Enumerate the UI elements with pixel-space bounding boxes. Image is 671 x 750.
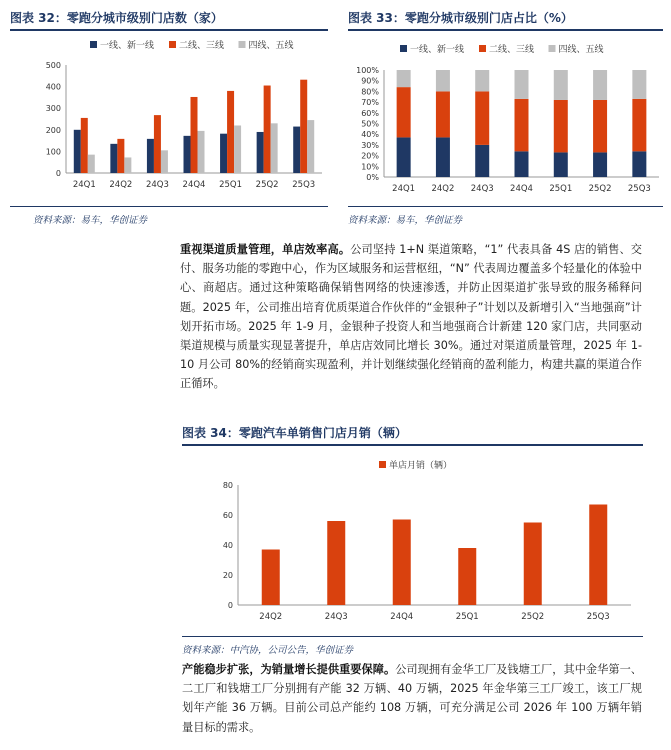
- figure-32-title: 图表 32：零跑分城市级别门店数（家）: [10, 11, 223, 25]
- y-tick-label: 40: [222, 541, 233, 550]
- bar-25Q2-s2: [271, 123, 278, 173]
- y-tick-label: 10%: [361, 162, 379, 172]
- bar-24Q4-s0: [184, 136, 191, 173]
- bar-25Q1-s0: [220, 134, 227, 173]
- bar-24Q3-s0: [147, 139, 154, 173]
- bar-24Q3-s2: [161, 150, 168, 173]
- chart-store-count: [10, 33, 328, 203]
- bar-25Q3-s2: [632, 70, 646, 99]
- bar-25Q1-s2: [234, 125, 241, 173]
- figure-34-title-rule: [182, 444, 643, 446]
- paragraph-capacity-lead: 产能稳步扩张，为销量增长提供重要保障。: [182, 663, 396, 676]
- bar-24Q2-s1: [436, 91, 450, 137]
- bar-25Q1-s2: [554, 70, 568, 100]
- x-tick-label: 25Q2: [588, 184, 612, 194]
- x-tick-label: 24Q3: [145, 180, 169, 190]
- figure-34-bottom-rule: [182, 636, 643, 637]
- bar-24Q1-s1: [81, 118, 88, 173]
- x-tick-label: 24Q4: [182, 180, 206, 190]
- chart-store-monthly-sales: [182, 450, 643, 630]
- bar-24Q3-s1: [475, 91, 489, 144]
- x-tick-label: 24Q1: [72, 180, 96, 190]
- y-tick-label: 0: [227, 601, 233, 610]
- x-tick-label: 25Q3: [627, 184, 651, 194]
- bar-24Q1-s2: [397, 70, 411, 87]
- bar-24Q3-s0: [475, 145, 489, 177]
- bar-24Q1-s2: [88, 155, 95, 173]
- legend-label-0: 一线、新一线: [410, 45, 465, 55]
- y-tick-label: 100: [45, 147, 61, 157]
- legend-label-0: 单店月销（辆）: [389, 461, 453, 471]
- y-tick-label: 30%: [361, 140, 379, 150]
- y-tick-label: 80%: [361, 87, 379, 97]
- bar-24Q3-s1: [154, 115, 161, 173]
- y-tick-label: 20%: [361, 151, 379, 161]
- chart-store-share: [348, 33, 663, 203]
- x-tick-label: 25Q3: [586, 612, 610, 622]
- x-tick-label: 24Q1: [392, 184, 416, 194]
- x-tick-label: 25Q3: [292, 180, 316, 190]
- legend-swatch-0: [90, 41, 97, 48]
- bar-24Q2-s0: [262, 550, 280, 606]
- bar-24Q1-s1: [397, 87, 411, 137]
- bar-24Q2-s2: [436, 70, 450, 91]
- x-tick-label: 25Q2: [521, 612, 545, 622]
- bar-25Q3-s0: [632, 151, 646, 177]
- bar-25Q1-s0: [554, 152, 568, 177]
- x-tick-label: 24Q4: [510, 184, 533, 194]
- legend-label-1: 二线、三线: [179, 41, 225, 51]
- x-tick-label: 25Q2: [255, 180, 279, 190]
- x-tick-label: 25Q1: [219, 180, 243, 190]
- bar-25Q2-s0: [524, 523, 542, 606]
- bar-24Q3-s2: [475, 70, 489, 91]
- y-tick-label: 60%: [361, 108, 379, 118]
- y-tick-label: 300: [45, 104, 61, 114]
- bar-25Q3-s2: [307, 120, 314, 173]
- bar-24Q2-s2: [124, 157, 131, 173]
- bar-24Q1-s0: [397, 137, 411, 177]
- bar-24Q4-s2: [198, 131, 205, 173]
- bar-25Q2-s0: [257, 132, 264, 173]
- bar-25Q2-s1: [264, 86, 271, 173]
- legend-swatch-1: [169, 41, 176, 48]
- figure-33-source: 资料来源：易车，华创证券: [348, 215, 463, 226]
- x-tick-label: 24Q2: [431, 184, 455, 194]
- figure-32-source: 资料来源：易车，华创证券: [33, 215, 148, 226]
- figure-34-title: 图表 34：零跑汽车单销售门店月销（辆）: [182, 426, 407, 440]
- bar-24Q3-s0: [327, 521, 345, 605]
- y-tick-label: 70%: [361, 98, 379, 108]
- figure-33-title: 图表 33：零跑分城市级别门店占比（%）: [348, 11, 573, 25]
- paragraph-capacity: [182, 660, 642, 737]
- bar-24Q4-s0: [515, 151, 529, 177]
- legend-label-2: 四线、五线: [558, 45, 604, 55]
- bar-24Q2-s0: [110, 144, 117, 173]
- bar-25Q2-s0: [593, 152, 607, 177]
- y-tick-label: 80: [222, 481, 233, 490]
- legend-swatch-0: [379, 461, 386, 468]
- figure-34-source: 资料来源：中汽协，公司公告，华创证券: [182, 645, 354, 656]
- legend-swatch-0: [400, 45, 407, 52]
- y-tick-label: 500: [45, 61, 61, 70]
- y-tick-label: 20: [222, 571, 233, 580]
- bar-25Q2-s1: [593, 100, 607, 152]
- y-tick-label: 400: [45, 82, 61, 92]
- bar-25Q1-s1: [227, 91, 234, 173]
- bar-25Q2-s2: [593, 70, 607, 100]
- y-tick-label: 40%: [361, 130, 379, 140]
- bar-25Q1-s0: [458, 548, 476, 605]
- paragraph-channel-quality-body: 公司坚持 1+N 渠道策略，“1” 代表具备 4S 店的销售、交付、服务功能的零跑中心，作为区域服务和运营枢纽，“N” 代表周边覆盖多个轻量化的体验中心、商超店。通过这种策略确保销售网络的快速渗透，并防止因渠道扩张导致的服务稀释问题。2025 年，公司推出培育优质渠道合作伙伴的“金银种子”计划以及新增引入“当地强商”计划开拓市场。2025 年 1-9 月，金银种子投资人和当地强商合计新建 120 家门店，共同驱动渠道规模与质量实现显著提升，单店店效同比增长 30%。通过对渠道质量管理，2025 年 1-10 月公司 80%的经销商实现盈利，并计划继续强化经销商的盈利能力，构建共赢的渠道合作正循环。: [180, 243, 642, 391]
- bar-24Q1-s0: [74, 130, 81, 173]
- legend-swatch-1: [479, 45, 486, 52]
- bar-25Q3-s0: [293, 127, 300, 173]
- legend-label-0: 一线、新一线: [100, 41, 155, 51]
- bar-25Q3-s1: [632, 99, 646, 151]
- figure-33-bottom-rule: [348, 206, 663, 207]
- x-tick-label: 24Q3: [470, 184, 494, 194]
- legend-label-2: 四线、五线: [248, 41, 294, 51]
- legend-swatch-2: [549, 45, 556, 52]
- bar-25Q3-s1: [300, 80, 307, 173]
- y-tick-label: 0: [55, 169, 61, 178]
- x-tick-label: 25Q1: [455, 612, 479, 622]
- figure-32-bottom-rule: [10, 206, 328, 207]
- x-tick-label: 24Q3: [324, 612, 348, 622]
- paragraph-capacity-body: 公司现拥有金华工厂及钱塘工厂，其中金华第一、二工厂和钱塘工厂分别拥有产能 32 万辆、40 万辆，2025 年金华第三工厂竣工，该工厂规划年产能 36 万辆。目前公司总产能约 108 万辆，可充分满足公司 2026 年 100 万辆年销量目标的需求。: [182, 663, 642, 734]
- bar-24Q4-s1: [515, 99, 529, 151]
- x-tick-label: 24Q2: [259, 612, 283, 622]
- legend-label-1: 二线、三线: [489, 45, 535, 55]
- y-tick-label: 0%: [366, 173, 379, 182]
- figure-33-title-rule: [348, 29, 663, 31]
- bar-25Q1-s1: [554, 100, 568, 152]
- bar-24Q2-s0: [436, 137, 450, 177]
- legend-swatch-2: [239, 41, 246, 48]
- x-tick-label: 24Q4: [390, 612, 414, 622]
- y-tick-label: 60: [222, 511, 233, 520]
- x-tick-label: 24Q2: [109, 180, 133, 190]
- paragraph-channel-quality-lead: 重视渠道质量管理，单店效率高。: [180, 243, 351, 256]
- bar-24Q4-s2: [515, 70, 529, 99]
- y-tick-label: 200: [45, 125, 61, 135]
- bar-25Q3-s0: [589, 505, 607, 606]
- y-tick-label: 50%: [361, 119, 379, 129]
- figure-32-title-rule: [10, 29, 328, 31]
- x-tick-label: 25Q1: [549, 184, 573, 194]
- bar-24Q4-s0: [393, 520, 411, 606]
- y-tick-label: 100%: [356, 66, 379, 75]
- bar-24Q4-s1: [191, 97, 198, 173]
- y-tick-label: 90%: [361, 76, 379, 86]
- paragraph-channel-quality: [180, 240, 642, 394]
- bar-24Q2-s1: [117, 139, 124, 173]
